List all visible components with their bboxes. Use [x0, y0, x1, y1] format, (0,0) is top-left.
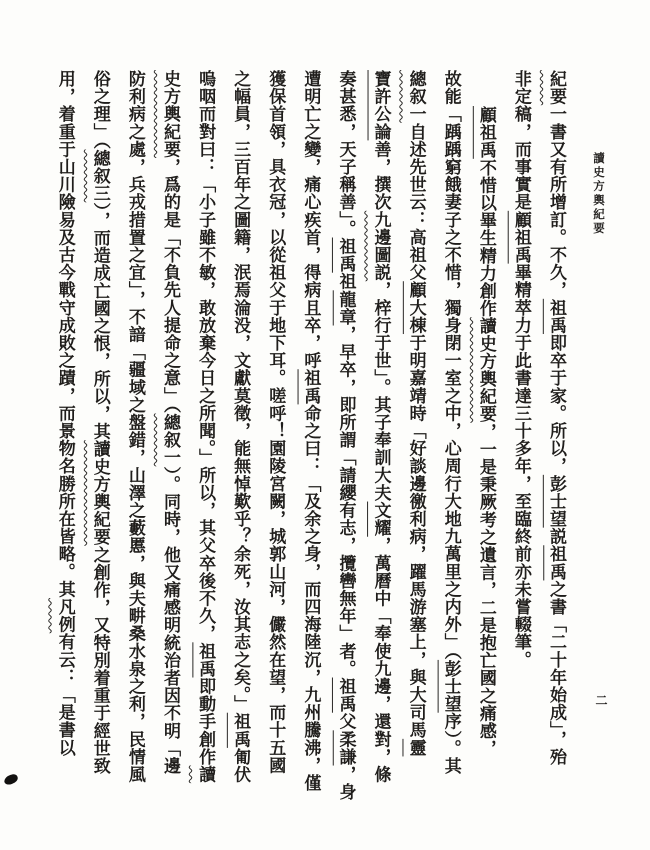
text-column: [434, 70, 469, 818]
text-run: ，梓行于世」。其子奉訓大夫: [371, 281, 391, 502]
running-title: 讀史方輿紀要: [592, 152, 604, 236]
text-column: [469, 70, 504, 818]
text-run: 用，着重于山川險易及古今戰守成敗之蹟，而景物名勝所在皆略。其: [55, 70, 75, 598]
text-run: 于明嘉靖時「好談邊徼利病，躍馬游塞上，與大司馬: [406, 334, 426, 739]
name-marked-text: 顧祖禹: [476, 106, 496, 159]
book-marked-text: 史方輿紀要: [160, 70, 180, 158]
name-marked-text: 顧大棟: [406, 281, 426, 335]
name-marked-text: 彭士望: [441, 659, 461, 713]
name-marked-text: 靈: [406, 738, 426, 757]
text-column: [293, 70, 328, 818]
name-marked-text: 祖禹: [547, 298, 566, 335]
text-run: 獲保首領，具衣冠，以從祖父于地下耳。嗟呼！園陵宮闕，城郭山河，儼然在望，而十五國: [266, 70, 286, 774]
book-marked-text: 九邊圖説: [371, 210, 391, 282]
text-run: ）。同時，他又痛感明統治者因不明「邊: [160, 466, 180, 775]
text-run: 非定稿，而事實是: [511, 70, 531, 211]
name-marked-text: 祖禹: [196, 642, 216, 678]
text-run: 故能「踽踽窮餓妻子之不惜，獨身閉一室之中，心周行大地九萬里之内外」（: [441, 70, 461, 660]
text-run: 一書又有所增訂。不久，: [547, 105, 566, 299]
text-column: [399, 70, 434, 818]
text-run: 之書「二十年始成」，殆: [547, 580, 566, 766]
text-column: [223, 70, 258, 818]
text-run: ，早卒，即所謂「請纓有志，攬轡無年」者。: [336, 325, 356, 678]
book-marked-text: 總叙一: [406, 70, 426, 123]
text-run: ，萬曆中「奉使九邊，還對，條: [371, 536, 391, 784]
name-marked-text: 顧祖禹: [511, 210, 531, 264]
text-run: ，身: [336, 765, 356, 801]
book-marked-text: 凡例: [55, 598, 75, 634]
name-marked-text: 祖禹: [547, 545, 566, 581]
text-run: 序）。其: [441, 712, 461, 775]
text-run: 善，撰次: [371, 140, 391, 211]
text-columns: [47, 70, 574, 818]
text-run: 即卒于家。所以，: [547, 334, 566, 475]
name-marked-text: 柔謙: [336, 730, 356, 766]
book-marked-text: 總叙一: [160, 413, 180, 467]
text-run: 遭明亡之變，痛心疾首，得病且卒，呼: [301, 70, 321, 370]
text-run: 之創作，又特別着重于經世致: [90, 545, 110, 775]
text-run: 自述先世云：高祖父: [406, 122, 426, 282]
page-number: 二: [594, 694, 608, 706]
text-run: 父: [336, 712, 356, 731]
text-column: [48, 70, 83, 818]
text-run: 防利病之處，兵戎措置之宜」，不諳「疆域之盤錯，山澤之藪慝，與夫畊桑水泉之利，民情風: [125, 70, 145, 784]
book-marked-text: 讀: [196, 765, 216, 784]
text-column: [363, 70, 398, 818]
text-column: [118, 70, 153, 818]
text-run: ，爲的是「不負先人提命之意」（: [160, 158, 180, 414]
text-column: [83, 70, 118, 818]
text-run: 嗚咽而對曰：「小子雖不敏，敢放棄今日之所聞。」所以，其父卒後不久，: [196, 70, 216, 643]
text-run: 有云：「是書以: [55, 633, 75, 757]
text-column: [153, 70, 188, 818]
text-run: 即動手創作: [196, 677, 216, 766]
text-column: [504, 70, 539, 818]
book-marked-text: 總叙三: [90, 149, 110, 203]
name-marked-text: 祖禹: [336, 237, 356, 273]
name-marked-text: 彭士望: [547, 474, 566, 528]
name-marked-text: 祖禹: [336, 677, 356, 713]
text-column: [539, 70, 574, 818]
name-marked-text: 寶許公論: [371, 70, 391, 141]
text-run: 不惜以畢生精力創作: [476, 158, 496, 318]
book-marked-text: 讀史方輿紀要: [476, 317, 496, 423]
text-run: 説: [547, 527, 566, 546]
ink-blot-mark: [3, 773, 19, 786]
text-column: [258, 70, 293, 818]
book-marked-text: 讀史方輿紀要: [90, 440, 110, 546]
name-marked-text: 祖禹: [231, 712, 251, 748]
text-run: ，一是秉厥考之遺言，二是抱亡國之痛感，: [476, 422, 496, 758]
text-run: 祖: [336, 272, 356, 291]
text-column: [328, 70, 363, 818]
text-run: 匍伏: [231, 747, 251, 784]
text-run: 命之曰：「及余之身，而四海陸沉，九州騰沸，僅: [301, 404, 321, 792]
text-run: 俗之理」（: [90, 70, 110, 150]
name-marked-text: 祖禹: [301, 369, 321, 405]
text-run: 畢精萃力于此書達三十多年，至臨終前亦未嘗輟筆。: [511, 263, 531, 669]
text-run: 奏甚悉，天子稱善」。: [336, 70, 356, 238]
name-marked-text: 文耀: [371, 501, 391, 537]
text-column: [188, 70, 223, 818]
book-marked-text: 紀要: [547, 70, 566, 106]
name-marked-text: 龍章: [336, 290, 356, 326]
text-run: 之幅員，三百年之圖籍，泯焉淪没，文獻莫徵，能無悼歎乎？余死，汝其志之矣。」: [231, 70, 251, 713]
text-run: ），而造成亡國之恨，所以，其: [90, 202, 110, 441]
